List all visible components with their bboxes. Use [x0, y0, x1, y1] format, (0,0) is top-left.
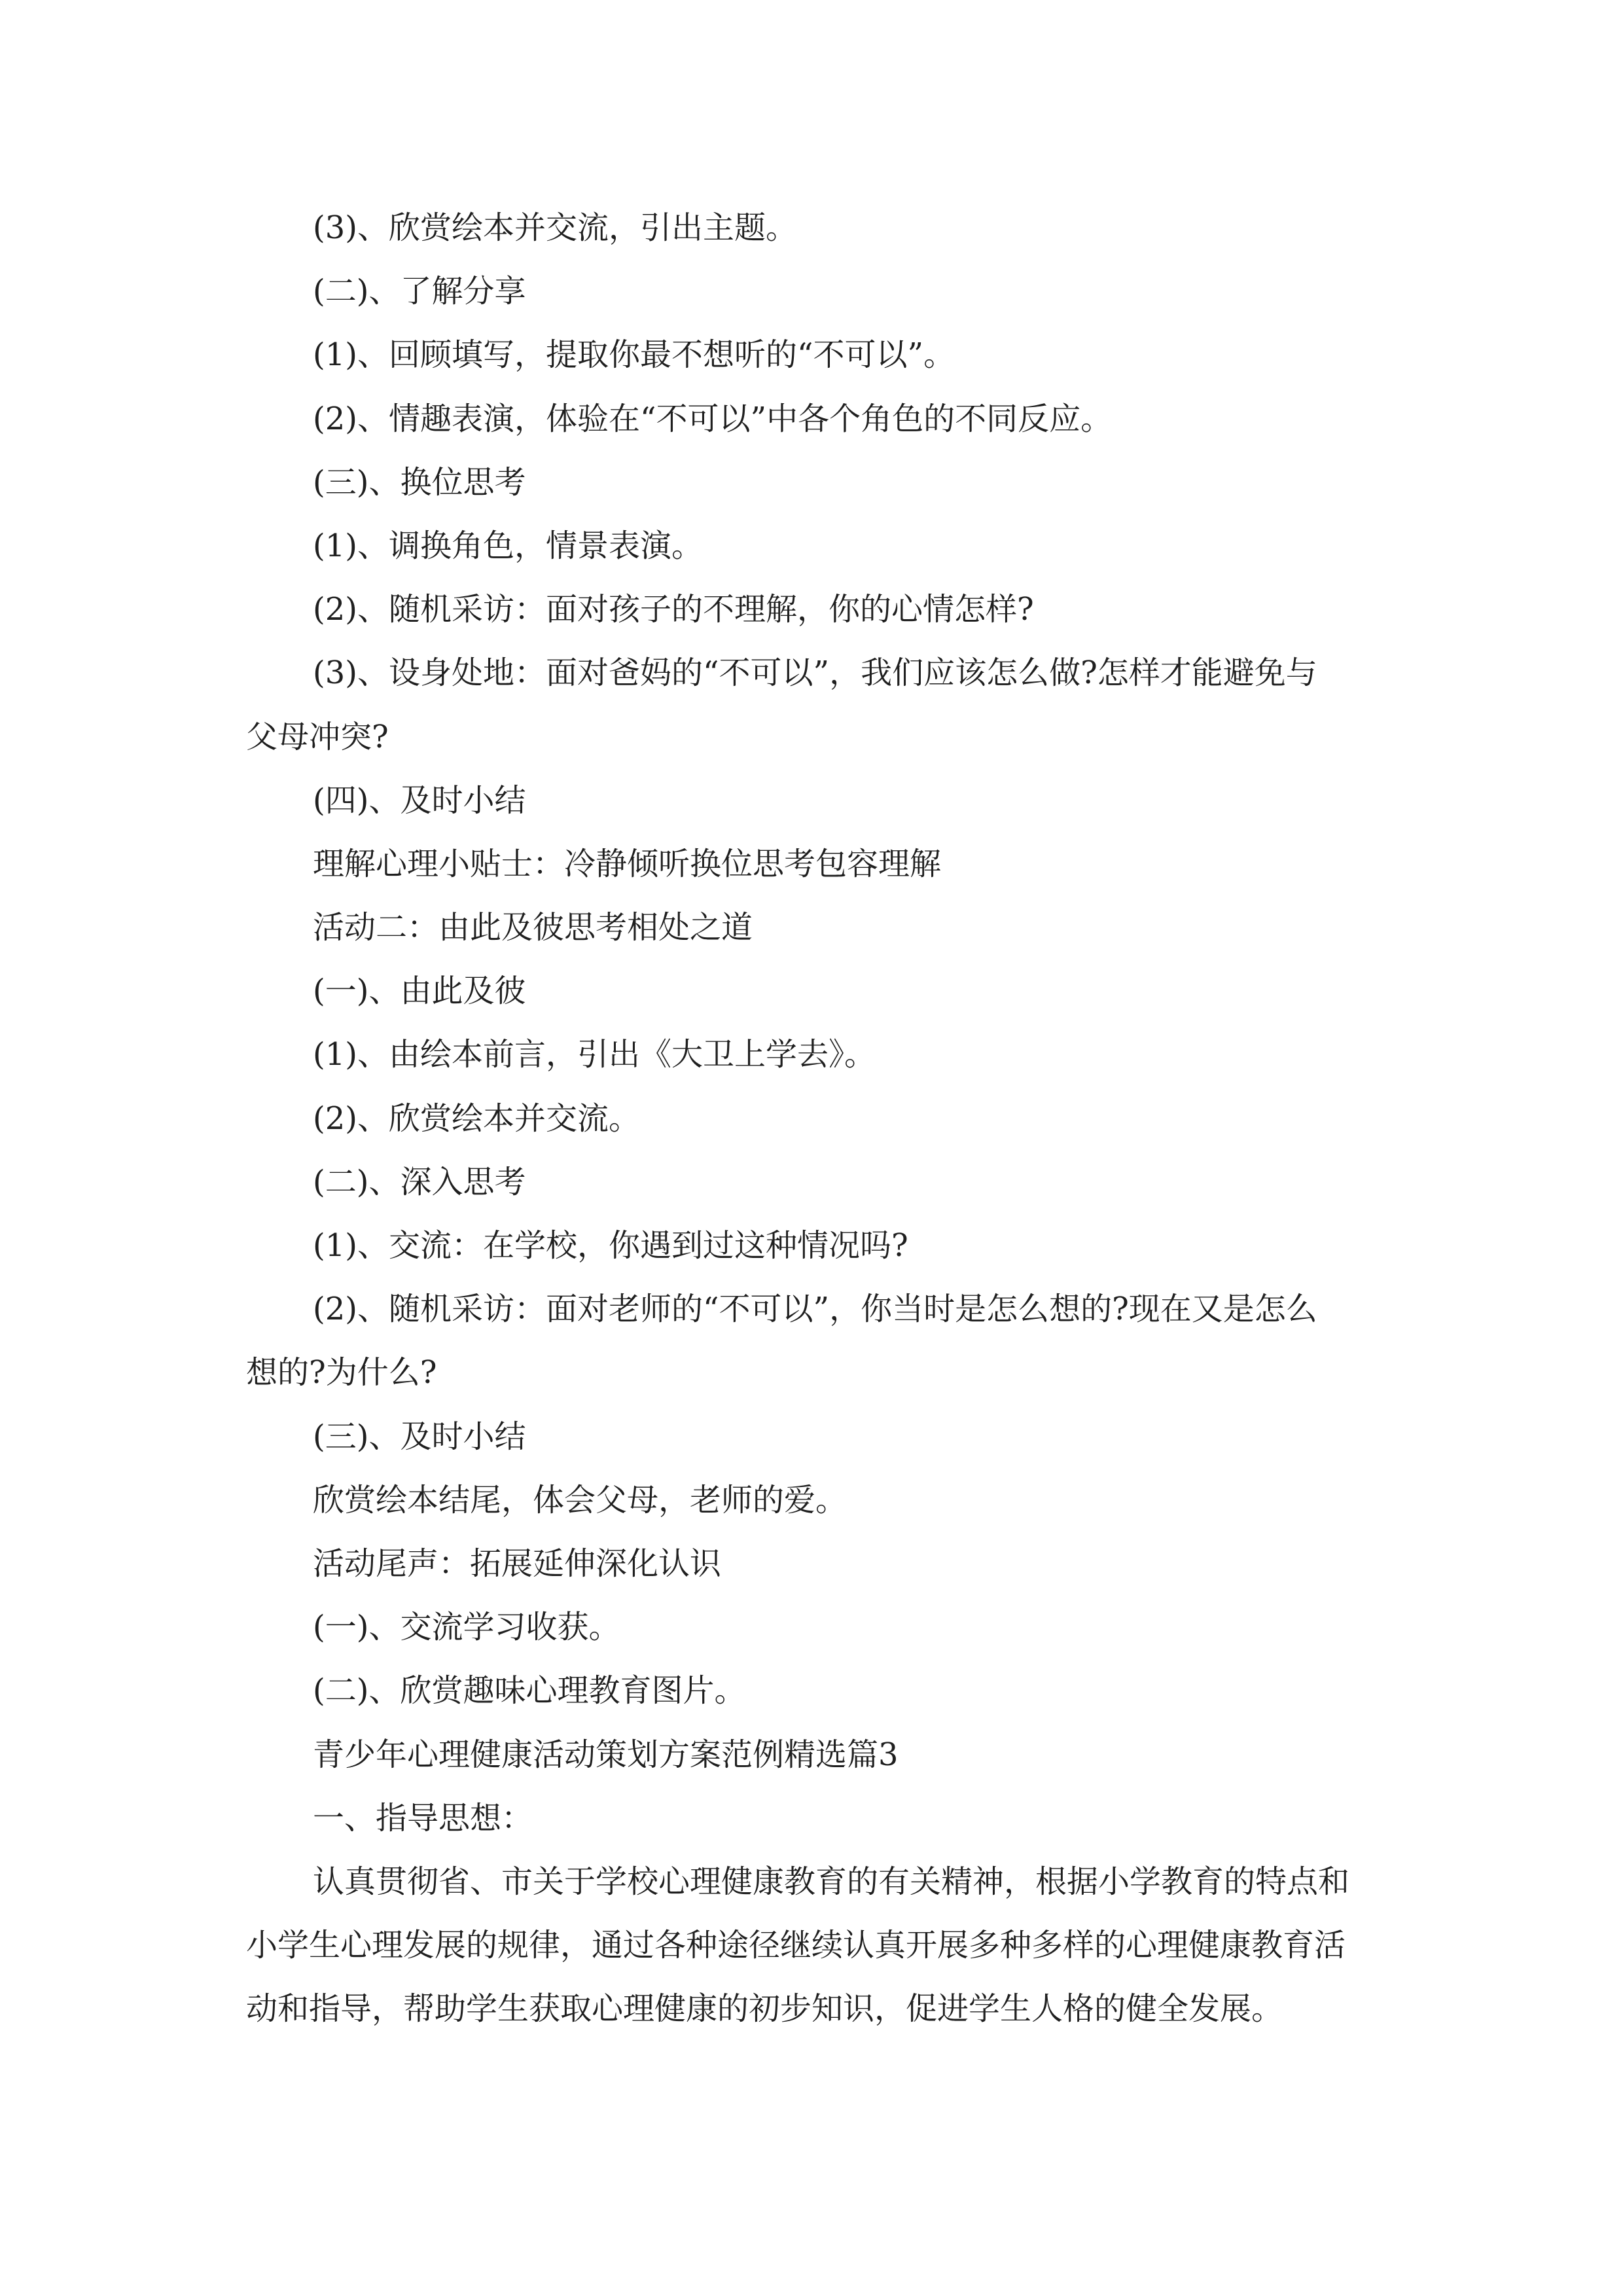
text-line: (1)、交流：在学校，你遇到过这种情况吗?	[313, 1227, 908, 1264]
section-heading: (二)、了解分享	[313, 273, 526, 310]
text-line-continuation: 想的?为什么?	[246, 1354, 437, 1391]
section-heading: 一、指导思想：	[313, 1799, 533, 1837]
section-heading: (一)、由此及彼	[313, 973, 526, 1010]
paragraph-line: 动和指导，帮助学生获取心理健康的初步知识，促进学生人格的健全发展。	[246, 1990, 1283, 2028]
chapter-title: 青少年心理健康活动策划方案范例精选篇3	[313, 1736, 899, 1773]
text-line: 理解心理小贴士：冷静倾听换位思考包容理解	[313, 845, 942, 882]
text-line: 欣赏绘本结尾，体会父母，老师的爱。	[313, 1481, 847, 1518]
text-line: (3)、欣赏绘本并交流，引出主题。	[313, 209, 797, 246]
paragraph-line: 小学生心理发展的规律，通过各种途径继续认真开展多种多样的心理健康教育活	[246, 1927, 1346, 1964]
text-line: (1)、回顾填写，提取你最不想听的“不可以”。	[313, 336, 955, 374]
section-heading: (二)、深入思考	[313, 1163, 526, 1200]
text-line: (二)、欣赏趣味心理教育图片。	[313, 1672, 746, 1710]
text-line: (1)、由绘本前言，引出《大卫上学去》。	[313, 1036, 876, 1073]
text-line-continuation: 父母冲突?	[246, 718, 389, 755]
section-heading: (三)、换位思考	[313, 463, 526, 501]
text-line: (1)、调换角色，情景表演。	[313, 527, 703, 564]
activity-heading: 活动二：由此及彼思考相处之道	[313, 909, 753, 946]
text-line: (2)、欣赏绘本并交流。	[313, 1100, 640, 1137]
section-heading: (四)、及时小结	[313, 781, 526, 819]
document-body	[246, 196, 1378, 2041]
text-line: (2)、情趣表演，体验在“不可以”中各个角色的不同反应。	[313, 400, 1113, 437]
text-line: (2)、随机采访：面对老师的“不可以”，你当时是怎么想的?现在又是怎么	[313, 1291, 1317, 1328]
text-line: (一)、交流学习收获。	[313, 1609, 620, 1646]
section-heading: (三)、及时小结	[313, 1418, 526, 1455]
activity-heading: 活动尾声：拓展延伸深化认识	[313, 1545, 722, 1582]
text-line: (3)、设身处地：面对爸妈的“不可以”，我们应该怎么做?怎样才能避免与	[313, 655, 1317, 692]
paragraph-line: 认真贯彻省、市关于学校心理健康教育的有关精神，根据小学教育的特点和	[313, 1863, 1350, 1900]
text-line: (2)、随机采访：面对孩子的不理解，你的心情怎样?	[313, 591, 1034, 628]
